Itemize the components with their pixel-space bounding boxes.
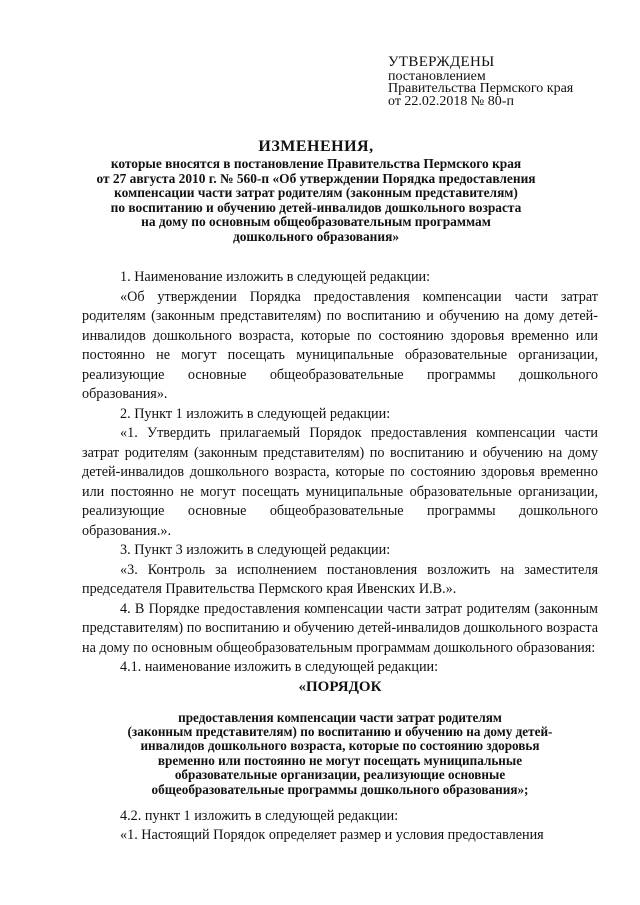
paragraph-item-1-text: «Об утверждении Порядка предоставления компенсации части затрат родителям (законным представителям) по воспитанию и обучению на дому детей-инвалидов дошкольного возраста, которые по состоянию здоровья временно или постоянно не могут посещать муниципальные образовательные организации, реализующие основные общеобразовательные программы дошкольного образования».: [82, 288, 598, 402]
paragraph-item-4-2: 4.2. пункт 1 изложить в следующей редакции:: [120, 807, 399, 824]
paragraph-item-4-2-text: «1. Настоящий Порядок определяет размер и условия предоставления: [120, 827, 544, 844]
document-title: ИЗМЕНЕНИЯ,: [258, 138, 374, 155]
subtitle-line: на дому по основным общеобразовательным программам: [141, 214, 491, 230]
paragraph-item-1: 1. Наименование изложить в следующей редакции:: [120, 269, 431, 285]
paragraph-item-2-text: «1. Утвердить прилагаемый Порядок предоставления компенсации части затрат родителям (законным представителям) по воспитанию и обучению на дому детей-инвалидов дошкольного возраста, которые по состоянию здоровья временно или постоянно не могут посещать муниципальные образовательные организации, реализующие основные общеобразовательные программы дошкольного образования.».: [82, 425, 598, 539]
subtitle-line: которые вносятся в постановление Правительства Пермского края: [110, 156, 522, 171]
poryadok-title: «ПОРЯДОК: [298, 678, 382, 695]
poryadok-line: образовательные организации, реализующие основные: [174, 767, 506, 783]
poryadok-line: инвалидов дошкольного возраста, которые по состоянию здоровья: [140, 738, 540, 754]
approval-line: Правительства Пермского края: [388, 81, 574, 96]
paragraph-item-3: 3. Пункт 3 изложить в следующей редакции:: [120, 542, 391, 558]
poryadok-line: временно или постоянно не могут посещать муниципальные: [157, 752, 523, 768]
poryadok-subtitle: [82, 711, 598, 797]
document-body: [82, 268, 598, 846]
paragraph-item-3-text: «3. Контроль за исполнением постановления возложить на заместителя председателя Правительства Пермского края Ивенских И.В.».: [82, 561, 598, 597]
subtitle-line: по воспитанию и обучению детей-инвалидов дошкольного возраста: [110, 199, 522, 215]
paragraph-item-4: 4. В Порядке предоставления компенсации части затрат родителям (законным представителям) по воспитанию и обучению детей-инвалидов дошкольного возраста на дому по основным общеобразовательным программам дошкольного образования:: [82, 600, 598, 656]
approval-title: УТВЕРЖДЕНЫ: [388, 54, 495, 70]
approval-line: постановлением: [388, 68, 486, 84]
approval-date: от 22.02.2018 № 80-п: [388, 93, 514, 109]
subtitle-line: дошкольного образования»: [232, 228, 400, 244]
paragraph-item-2: 2. Пункт 1 изложить в следующей редакции:: [120, 405, 391, 422]
poryadok-line: (законным представителям) по воспитанию и обучению на дому детей-: [127, 723, 553, 739]
poryadok-line: предоставления компенсации части затрат родителям: [178, 709, 502, 725]
poryadok-line: общеобразовательные программы дошкольного образования»;: [151, 781, 529, 797]
document-subtitle: [60, 157, 572, 245]
approval-stamp: [388, 56, 628, 108]
paragraph-item-4-1: 4.1. наименование изложить в следующей редакции:: [120, 659, 439, 675]
subtitle-line: компенсации части затрат родителям (законным представителям): [114, 185, 518, 201]
subtitle-line: от 27 августа 2010 г. № 560-п «Об утверждении Порядка предоставления: [96, 170, 536, 186]
